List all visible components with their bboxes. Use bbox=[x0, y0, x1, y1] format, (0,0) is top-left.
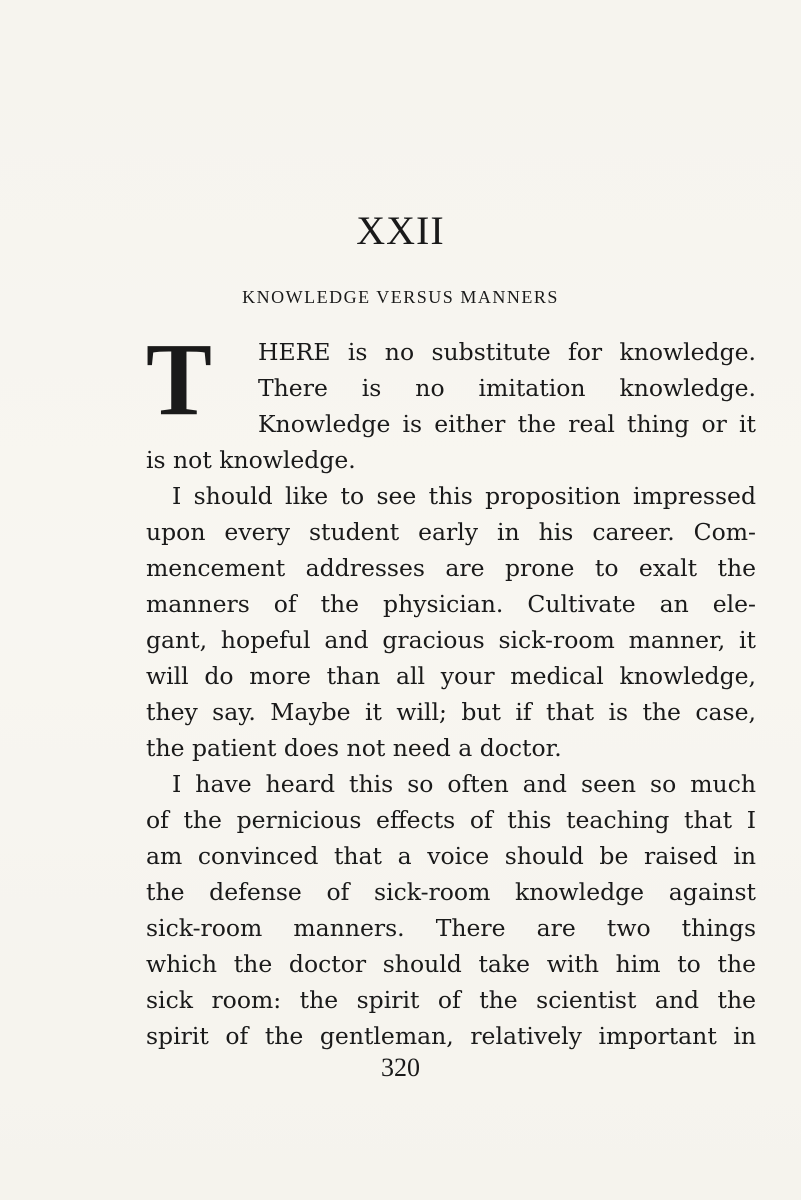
text-line: which the doctor should take with him to the bbox=[146, 950, 756, 978]
text-line: sick-room manners. There are two things bbox=[146, 914, 756, 942]
text-line: spirit of the gentleman, relatively important in bbox=[146, 1022, 756, 1050]
text-line: There is no imitation knowledge. bbox=[258, 374, 756, 402]
text-line: Knowledge is either the real thing or it bbox=[258, 410, 756, 438]
text-line: sick room: the spirit of the scientist and the bbox=[146, 986, 756, 1014]
drop-cap: T bbox=[146, 322, 212, 437]
text-line: I should like to see this proposition impressed bbox=[172, 482, 756, 510]
text-line: will do more than all your medical knowledge, bbox=[146, 662, 756, 690]
text-line: am convinced that a voice should be raised in bbox=[146, 842, 756, 870]
chapter-number: XXII bbox=[356, 208, 445, 253]
text-line: I have heard this so often and seen so much bbox=[172, 770, 756, 798]
text-line: gant, hopeful and gracious sick-room manner, it bbox=[146, 626, 756, 654]
text-line: mencement addresses are prone to exalt the bbox=[146, 554, 756, 582]
text-line: upon every student early in his career. Com- bbox=[146, 518, 756, 546]
text-line: they say. Maybe it will; but if that is the case, bbox=[146, 698, 756, 726]
chapter-title: KNOWLEDGE VERSUS MANNERS bbox=[242, 287, 559, 307]
text-line: the patient does not need a doctor. bbox=[146, 734, 562, 762]
text-line: of the pernicious effects of this teaching that I bbox=[146, 806, 756, 834]
text-line: the defense of sick-room knowledge against bbox=[146, 878, 756, 906]
text-line: is not knowledge. bbox=[146, 446, 356, 474]
text-line: HERE is no substitute for knowledge. bbox=[258, 338, 756, 366]
text-line: manners of the physician. Cultivate an ele- bbox=[146, 590, 756, 618]
page-number: 320 bbox=[381, 1053, 420, 1082]
